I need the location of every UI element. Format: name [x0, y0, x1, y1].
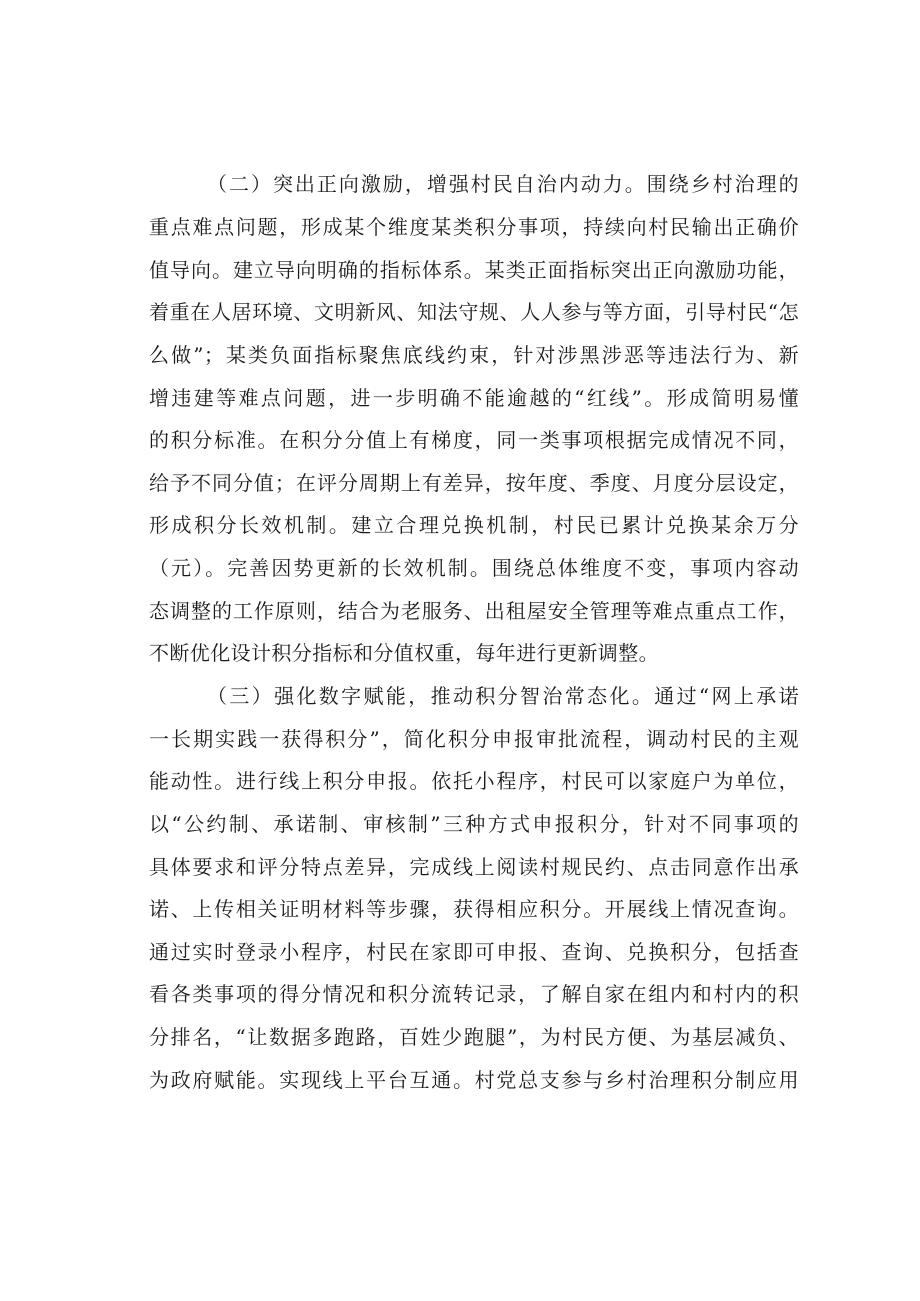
text-line: 不断优化设计积分指标和分值权重，每年进行更新调整。: [149, 641, 659, 665]
text-line: （二）突出正向激励，增强村民自治内动力。围绕乡村治理的: [207, 172, 799, 196]
text-line: 通过实时登录小程序，村民在家即可申报、查询、兑换积分，包括查: [149, 940, 799, 964]
text-line: 为政府赋能。实现线上平台互通。村党总支参与乡村治理积分制应用: [149, 1068, 799, 1092]
text-line: 诺、上传相关证明材料等步骤，获得相应积分。开展线上情况查询。: [149, 897, 799, 921]
text-line: 着重在人居环境、文明新风、知法守规、人人参与等方面，引导村民“怎: [149, 300, 799, 324]
text-line: 增违建等难点问题，进一步明确不能逾越的“红线”。形成简明易懂: [149, 386, 799, 410]
text-line: （三）强化数字赋能，推动积分智治常态化。通过“网上承诺: [207, 684, 799, 708]
text-line: 给予不同分值；在评分周期上有差异，按年度、季度、月度分层设定，: [149, 471, 799, 495]
text-line: 态调整的工作原则，结合为老服务、出租屋安全管理等难点重点工作，: [149, 599, 799, 623]
text-line: 以“公约制、承诺制、审核制”三种方式申报积分，针对不同事项的: [149, 812, 799, 836]
text-line: 值导向。建立导向明确的指标体系。某类正面指标突出正向激励功能，: [149, 258, 799, 282]
text-line: 一长期实践一获得积分”，简化积分申报审批流程，调动村民的主观: [149, 727, 799, 751]
text-line: 分排名，“让数据多跑路，百姓少跑腿”，为村民方便、为基层减负、: [149, 1025, 799, 1049]
text-line: 重点难点问题，形成某个维度某类积分事项，持续向村民输出正确价: [149, 215, 799, 239]
text-line: 具体要求和评分特点差异，完成线上阅读村规民约、点击同意作出承: [149, 855, 799, 879]
text-line: 形成积分长效机制。建立合理兑换机制，村民已累计兑换某余万分: [149, 513, 799, 537]
text-line: （元）。完善因势更新的长效机制。围绕总体维度不变，事项内容动: [149, 556, 799, 580]
text-line: 么做”；某类负面指标聚焦底线约束，针对涉黑涉恶等违法行为、新: [149, 343, 799, 367]
text-line: 看各类事项的得分情况和积分流转记录，了解自家在组内和村内的积: [149, 982, 799, 1006]
text-line: 的积分标准。在积分分值上有梯度，同一类事项根据完成情况不同，: [149, 428, 799, 452]
text-line: 能动性。进行线上积分申报。依托小程序，村民可以家庭户为单位，: [149, 769, 799, 793]
